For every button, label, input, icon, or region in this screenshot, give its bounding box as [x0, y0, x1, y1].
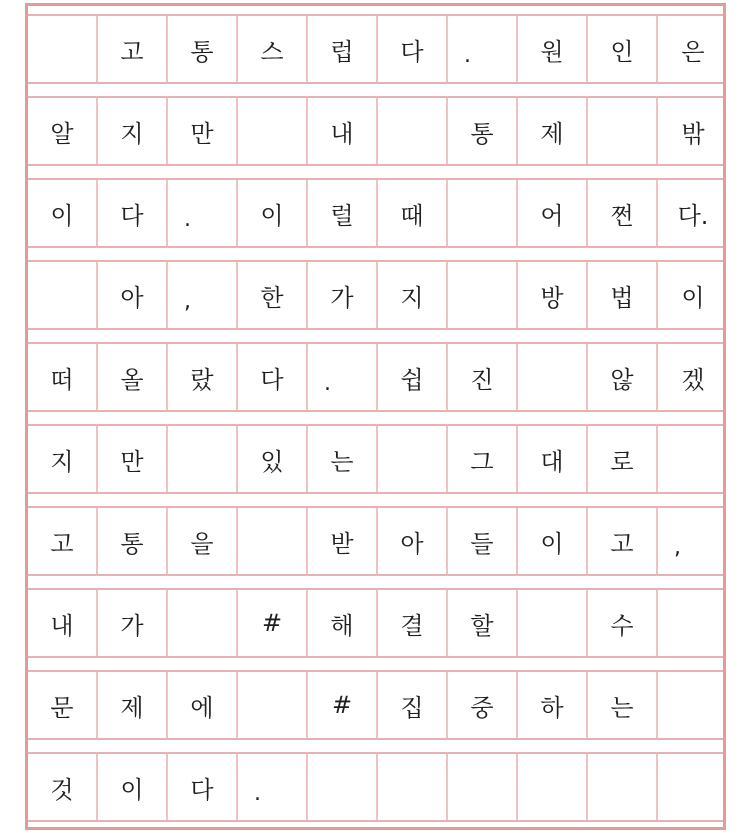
manuscript-row: [28, 96, 723, 166]
manuscript-cell: 받: [308, 508, 378, 574]
manuscript-cell: 겠: [681, 365, 705, 394]
manuscript-cell: 는: [588, 672, 658, 738]
manuscript-cell: 아: [98, 262, 168, 328]
manuscript-cell: [448, 180, 518, 246]
manuscript-cell: 을: [168, 508, 238, 574]
manuscript-cell: 해: [308, 590, 378, 656]
manuscript-cell: 통: [448, 98, 518, 164]
manuscript-cell: #: [238, 590, 308, 656]
manuscript-cell: 결: [378, 590, 448, 656]
manuscript-row: [28, 506, 723, 576]
manuscript-cell: .: [168, 180, 238, 246]
manuscript-cell: 문: [28, 672, 98, 738]
manuscript-cell: 법: [588, 262, 658, 328]
manuscript-cell: 이: [98, 754, 168, 820]
manuscript-cell: [518, 590, 588, 656]
manuscript-cell: [448, 262, 518, 328]
manuscript-cell: 럴: [308, 180, 378, 246]
manuscript-cell: [658, 426, 728, 492]
manuscript-cell: .: [308, 344, 378, 410]
manuscript-cell: [238, 672, 308, 738]
manuscript-cell: 다: [378, 16, 448, 82]
manuscript-cell: 랐: [168, 344, 238, 410]
manuscript-row: [28, 752, 723, 822]
manuscript-cell: #: [308, 672, 378, 738]
manuscript-row: [28, 588, 723, 658]
manuscript-cell: 때: [378, 180, 448, 246]
manuscript-cell: 스: [238, 16, 308, 82]
manuscript-cell: [518, 754, 588, 820]
manuscript-cell: 통: [168, 16, 238, 82]
manuscript-cell: 않: [588, 344, 658, 410]
manuscript-cell: 은: [681, 37, 705, 66]
manuscript-cell: [588, 98, 658, 164]
manuscript-cell: 알: [28, 98, 98, 164]
manuscript-cell: 이: [518, 508, 588, 574]
manuscript-cell: [168, 426, 238, 492]
manuscript-cell: 하: [518, 672, 588, 738]
manuscript-cell: 통: [98, 508, 168, 574]
manuscript-cell: 원: [518, 16, 588, 82]
manuscript-cell: 집: [378, 672, 448, 738]
manuscript-cell: 들: [448, 508, 518, 574]
manuscript-cell: 다: [238, 344, 308, 410]
manuscript-cell: 지: [378, 262, 448, 328]
manuscript-cell: 이: [28, 180, 98, 246]
manuscript-cell: 올: [98, 344, 168, 410]
manuscript-cell: 할: [448, 590, 518, 656]
manuscript-row: [28, 14, 723, 84]
manuscript-cell: 만: [168, 98, 238, 164]
manuscript-cell: 에: [168, 672, 238, 738]
manuscript-cell: 럽: [308, 16, 378, 82]
manuscript-cell: [588, 754, 658, 820]
manuscript-cell: 인: [588, 16, 658, 82]
manuscript-cell: 고: [28, 508, 98, 574]
manuscript-cell: 이: [238, 180, 308, 246]
manuscript-cell: [28, 262, 98, 328]
manuscript-cell: .: [238, 754, 308, 820]
manuscript-cell: 가: [308, 262, 378, 328]
manuscript-cell: 내: [28, 590, 98, 656]
manuscript-cell: 다: [98, 180, 168, 246]
manuscript-cell: 어: [518, 180, 588, 246]
manuscript-sheet: [25, 3, 726, 830]
manuscript-cell: [28, 16, 98, 82]
manuscript-cell: 수: [588, 590, 658, 656]
manuscript-row: [28, 342, 723, 412]
manuscript-cell: [378, 754, 448, 820]
manuscript-cell: 제: [98, 672, 168, 738]
manuscript-cell: ,: [168, 262, 238, 328]
manuscript-cell: 내: [308, 98, 378, 164]
manuscript-cell: [378, 426, 448, 492]
manuscript-cell: 다.: [677, 201, 709, 230]
manuscript-cell: .: [448, 16, 518, 82]
manuscript-cell: [168, 590, 238, 656]
manuscript-cell: 한: [238, 262, 308, 328]
manuscript-cell: 만: [98, 426, 168, 492]
manuscript-cell: 고: [98, 16, 168, 82]
manuscript-cell: 밖: [681, 119, 705, 148]
manuscript-cell: 고: [588, 508, 658, 574]
manuscript-row: [28, 260, 723, 330]
manuscript-cell: [658, 754, 728, 820]
manuscript-cell: 지: [28, 426, 98, 492]
manuscript-row: [28, 424, 723, 494]
manuscript-cell: 중: [448, 672, 518, 738]
manuscript-cell: [448, 754, 518, 820]
manuscript-cell: 떠: [28, 344, 98, 410]
manuscript-cell: [658, 672, 728, 738]
manuscript-cell: 그: [448, 426, 518, 492]
manuscript-cell: [658, 590, 728, 656]
manuscript-cell: 쉽: [378, 344, 448, 410]
manuscript-cell: 로: [588, 426, 658, 492]
manuscript-cell: 제: [518, 98, 588, 164]
manuscript-cell: [308, 754, 378, 820]
manuscript-cell: 가: [98, 590, 168, 656]
manuscript-cell: [238, 98, 308, 164]
manuscript-cell: 아: [378, 508, 448, 574]
manuscript-row: [28, 178, 723, 248]
manuscript-cell: [378, 98, 448, 164]
manuscript-cell: 다: [168, 754, 238, 820]
manuscript-cell: 이: [681, 283, 705, 312]
manuscript-cell: 것: [28, 754, 98, 820]
manuscript-cell: 방: [518, 262, 588, 328]
manuscript-cell: 지: [98, 98, 168, 164]
manuscript-cell: 대: [518, 426, 588, 492]
manuscript-cell: [518, 344, 588, 410]
manuscript-cell: 진: [448, 344, 518, 410]
manuscript-row: [28, 670, 723, 740]
manuscript-cell: ,: [674, 535, 681, 560]
manuscript-cell: [238, 508, 308, 574]
manuscript-cell: 있: [238, 426, 308, 492]
manuscript-cell: 는: [308, 426, 378, 492]
manuscript-cell: 쩐: [588, 180, 658, 246]
